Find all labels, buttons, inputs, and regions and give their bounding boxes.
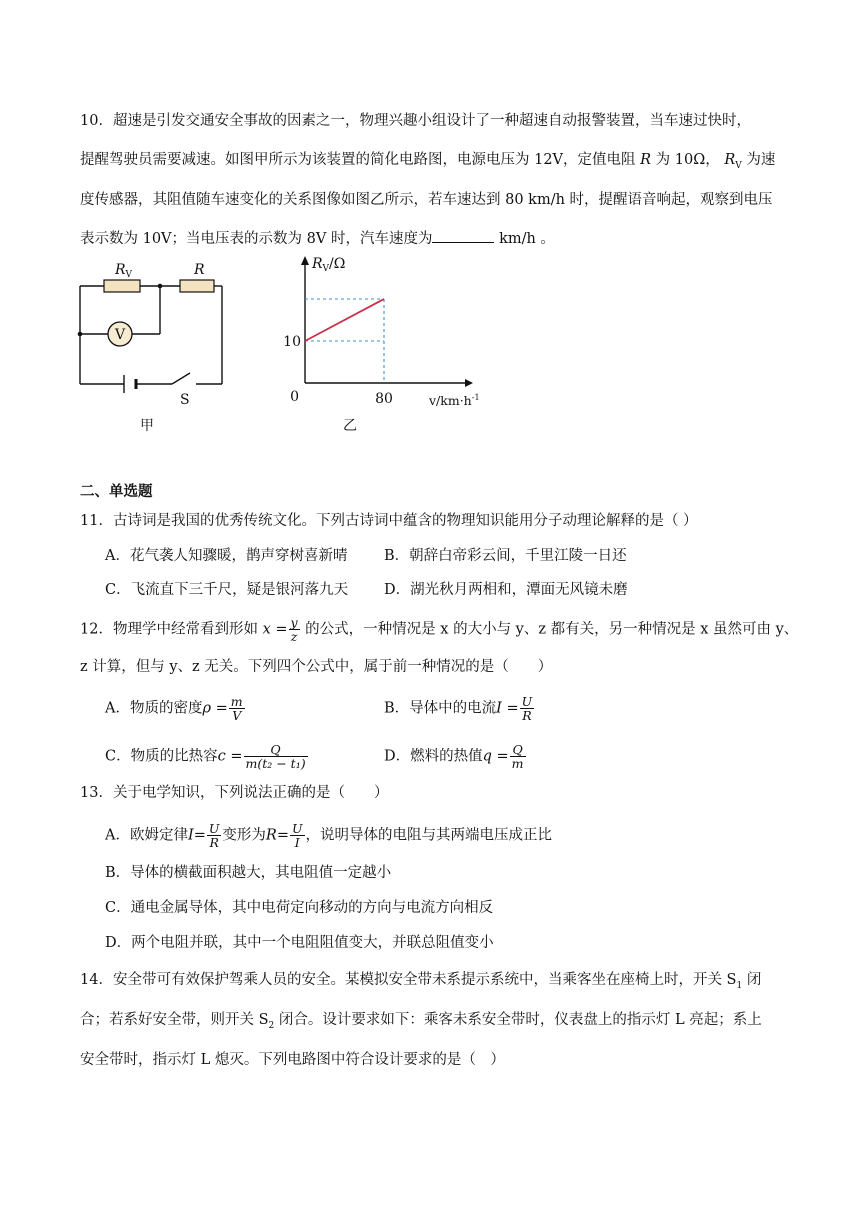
q12-stem-b: 的公式，一种情况是 x 的大小与 y、z 都有关，另一种情况是 x 虽然可由 y、: [305, 621, 799, 638]
q10-line-4: [80, 228, 555, 249]
q12-option-c-text: C．物质的比热容: [105, 748, 218, 765]
fraction-numerator: y: [290, 615, 298, 630]
q12-stem-line-1: [80, 616, 798, 643]
q12-option-b-fraction: [520, 695, 535, 722]
fraction-numerator: U: [208, 821, 220, 836]
fraction-numerator: m: [230, 694, 243, 709]
q13-option-a-lhs-2: R=: [265, 827, 289, 844]
q14-line-2-a: 合；若系好安全带，则开关 S: [80, 1012, 269, 1028]
q13-option-a-text-3: ，说明导体的电阻与其两端电压成正比: [305, 827, 553, 844]
y-axis-label: $R_V/\Omega$: [312, 256, 346, 274]
q11-option-d[interactable]: D．湖光秋月两相和，潭面无风镜未磨: [384, 582, 628, 598]
svg-text:RV: [114, 262, 133, 280]
sensor-symbol-RV: R: [724, 152, 736, 168]
q12-option-d-lhs: q =: [482, 748, 509, 765]
q12-option-a-text: A．物质的密度: [105, 700, 203, 717]
answer-blank[interactable]: [432, 228, 494, 243]
q12-stem-line-2: z 计算，但与 y、z 无关。下列四个公式中，属于前一种情况的是（ ）: [80, 659, 553, 675]
q12-option-d[interactable]: [384, 743, 527, 770]
q12-option-d-text: D．燃料的热值: [384, 748, 483, 765]
fig-b-caption: 乙: [343, 418, 357, 434]
q10-line-3: 度传感器，其阻值随车速变化的关系图像如图乙所示，若车速达到 80 km/h 时，提醒语音响起，观察到电压: [80, 192, 773, 208]
q12-formula-fraction: [289, 616, 300, 643]
q10-line-4-b: km/h 。: [499, 231, 555, 247]
q14-line-1-a: 14．安全带可有效保护驾乘人员的安全。某模拟安全带未系提示系统中，当乘客坐在座椅上时，开关 S: [80, 972, 737, 988]
y-axis-arrow-icon: [301, 256, 309, 265]
fraction-denominator: V: [232, 708, 242, 723]
fraction-numerator: U: [521, 694, 533, 709]
sensor-resistor-RV: [104, 280, 140, 292]
q14-line-2: [80, 1010, 762, 1036]
q12-option-a[interactable]: [105, 695, 246, 722]
section-heading: 二、单选题: [80, 484, 153, 500]
q11-option-c[interactable]: C．飞流直下三千尺，疑是银河落九天: [105, 582, 349, 598]
x-axis-arrow-icon: [465, 379, 473, 387]
fig-a-label-R: R: [194, 262, 205, 278]
q13-option-a[interactable]: [105, 822, 552, 849]
fixed-resistor-R: [180, 280, 214, 292]
q12-option-c-lhs: c =: [217, 748, 243, 765]
q13-option-a-text-2: 变形为: [222, 827, 266, 844]
fig-a-label-RV-sub: V: [125, 270, 133, 280]
data-series-line: [305, 299, 384, 341]
q12-stem-a: 12．物理学中经常看到形如: [80, 621, 258, 638]
resistor-symbol-R: R: [640, 152, 652, 168]
q12-option-c[interactable]: [105, 743, 309, 770]
q13-option-a-text-1: A．欧姆定律: [105, 827, 188, 844]
q14-line-1: [80, 970, 761, 996]
q13-option-a-fraction-1: [207, 822, 222, 849]
fraction-denominator: R: [522, 708, 532, 723]
switch-s2-subscript: 2: [268, 1020, 275, 1031]
fraction-numerator: Q: [244, 743, 308, 757]
switch-s1-subscript: 1: [736, 980, 743, 991]
q12-option-c-fraction: [244, 743, 308, 770]
fraction-denominator: I: [294, 835, 300, 850]
q13-option-d[interactable]: D．两个电阻并联，其中一个电阻阻值变大，并联总阻值变小: [105, 935, 494, 951]
q10-line-2-c: 为速: [746, 152, 776, 168]
origin-label: 0: [290, 389, 299, 405]
q12-option-b-text: B．导体中的电流: [384, 700, 497, 717]
fraction-numerator: Q: [510, 743, 526, 757]
fraction-numerator: U: [292, 821, 303, 836]
q10-line-2-a: 提醒驾驶员需要减速。如图甲所示为该装置的简化电路图，电源电压为 12V，定值电阻: [80, 152, 636, 168]
q13-option-a-lhs-1: I=: [187, 827, 206, 844]
fraction-denominator: z: [290, 629, 298, 644]
q14-line-3: 安全带时，指示灯 L 熄灭。下列电路图中符合设计要求的是（ ）: [80, 1052, 505, 1068]
q14-line-2-b: 闭合。设计要求如下：乘客未系安全带时，仪表盘上的指示灯 L 亮起；系上: [274, 1012, 762, 1028]
q12-option-d-fraction: [510, 743, 526, 770]
x-tick-label: 80: [375, 391, 393, 407]
sensor-symbol-RV-sub: V: [735, 160, 742, 171]
fig-a-caption: 甲: [140, 418, 154, 434]
q10-line-2-b: 为 10Ω，: [655, 152, 720, 168]
resistance-speed-graph: [275, 250, 505, 440]
q12-option-a-fraction: [229, 695, 245, 722]
q14-line-1-b: 闭: [742, 972, 762, 988]
fraction-denominator: R: [209, 835, 219, 850]
q10-line-2: [80, 150, 775, 176]
q10-line-1: 10．超速是引发交通安全事故的因素之一，物理兴趣小组设计了一种超速自动报警装置，当车速过快时，: [80, 113, 751, 129]
q12-option-b[interactable]: [384, 695, 535, 722]
circuit-diagram-a: [60, 255, 250, 435]
q11-stem: 11．古诗词是我国的优秀传统文化。下列古诗词中蕴含的物理知识能用分子动理论解释的是（ ）: [80, 513, 698, 529]
q11-option-b[interactable]: B．朝辞白帝彩云间，千里江陵一日还: [384, 548, 627, 564]
q12-option-a-lhs: ρ =: [202, 700, 228, 717]
q12-option-b-lhs: I =: [496, 700, 519, 717]
voltmeter-label: V: [114, 327, 126, 343]
q12-formula-lhs: x =: [262, 621, 288, 638]
fraction-denominator: m(t₂ − t₁): [245, 756, 306, 771]
q13-option-c[interactable]: C．通电金属导体，其中电荷定向移动的方向与电流方向相反: [105, 900, 494, 916]
x-axis-label: $v/km\cdot h^{-1}$: [429, 393, 480, 408]
fraction-denominator: m: [511, 756, 524, 771]
q13-stem: 13．关于电学知识，下列说法正确的是（ ）: [80, 785, 389, 801]
switch-label: S: [180, 392, 190, 408]
y-tick-label: 10: [283, 334, 301, 350]
q13-option-a-fraction-2: [290, 822, 305, 849]
q10-line-4-a: 表示数为 10V；当电压表的示数为 8V 时，汽车速度为: [80, 231, 433, 247]
fig-a-label-RV: R: [115, 262, 126, 278]
q11-option-a[interactable]: A．花气袭人知骤暖，鹊声穿树喜新晴: [105, 548, 348, 564]
q13-option-b[interactable]: B．导体的横截面积越大，其电阻值一定越小: [105, 865, 392, 881]
